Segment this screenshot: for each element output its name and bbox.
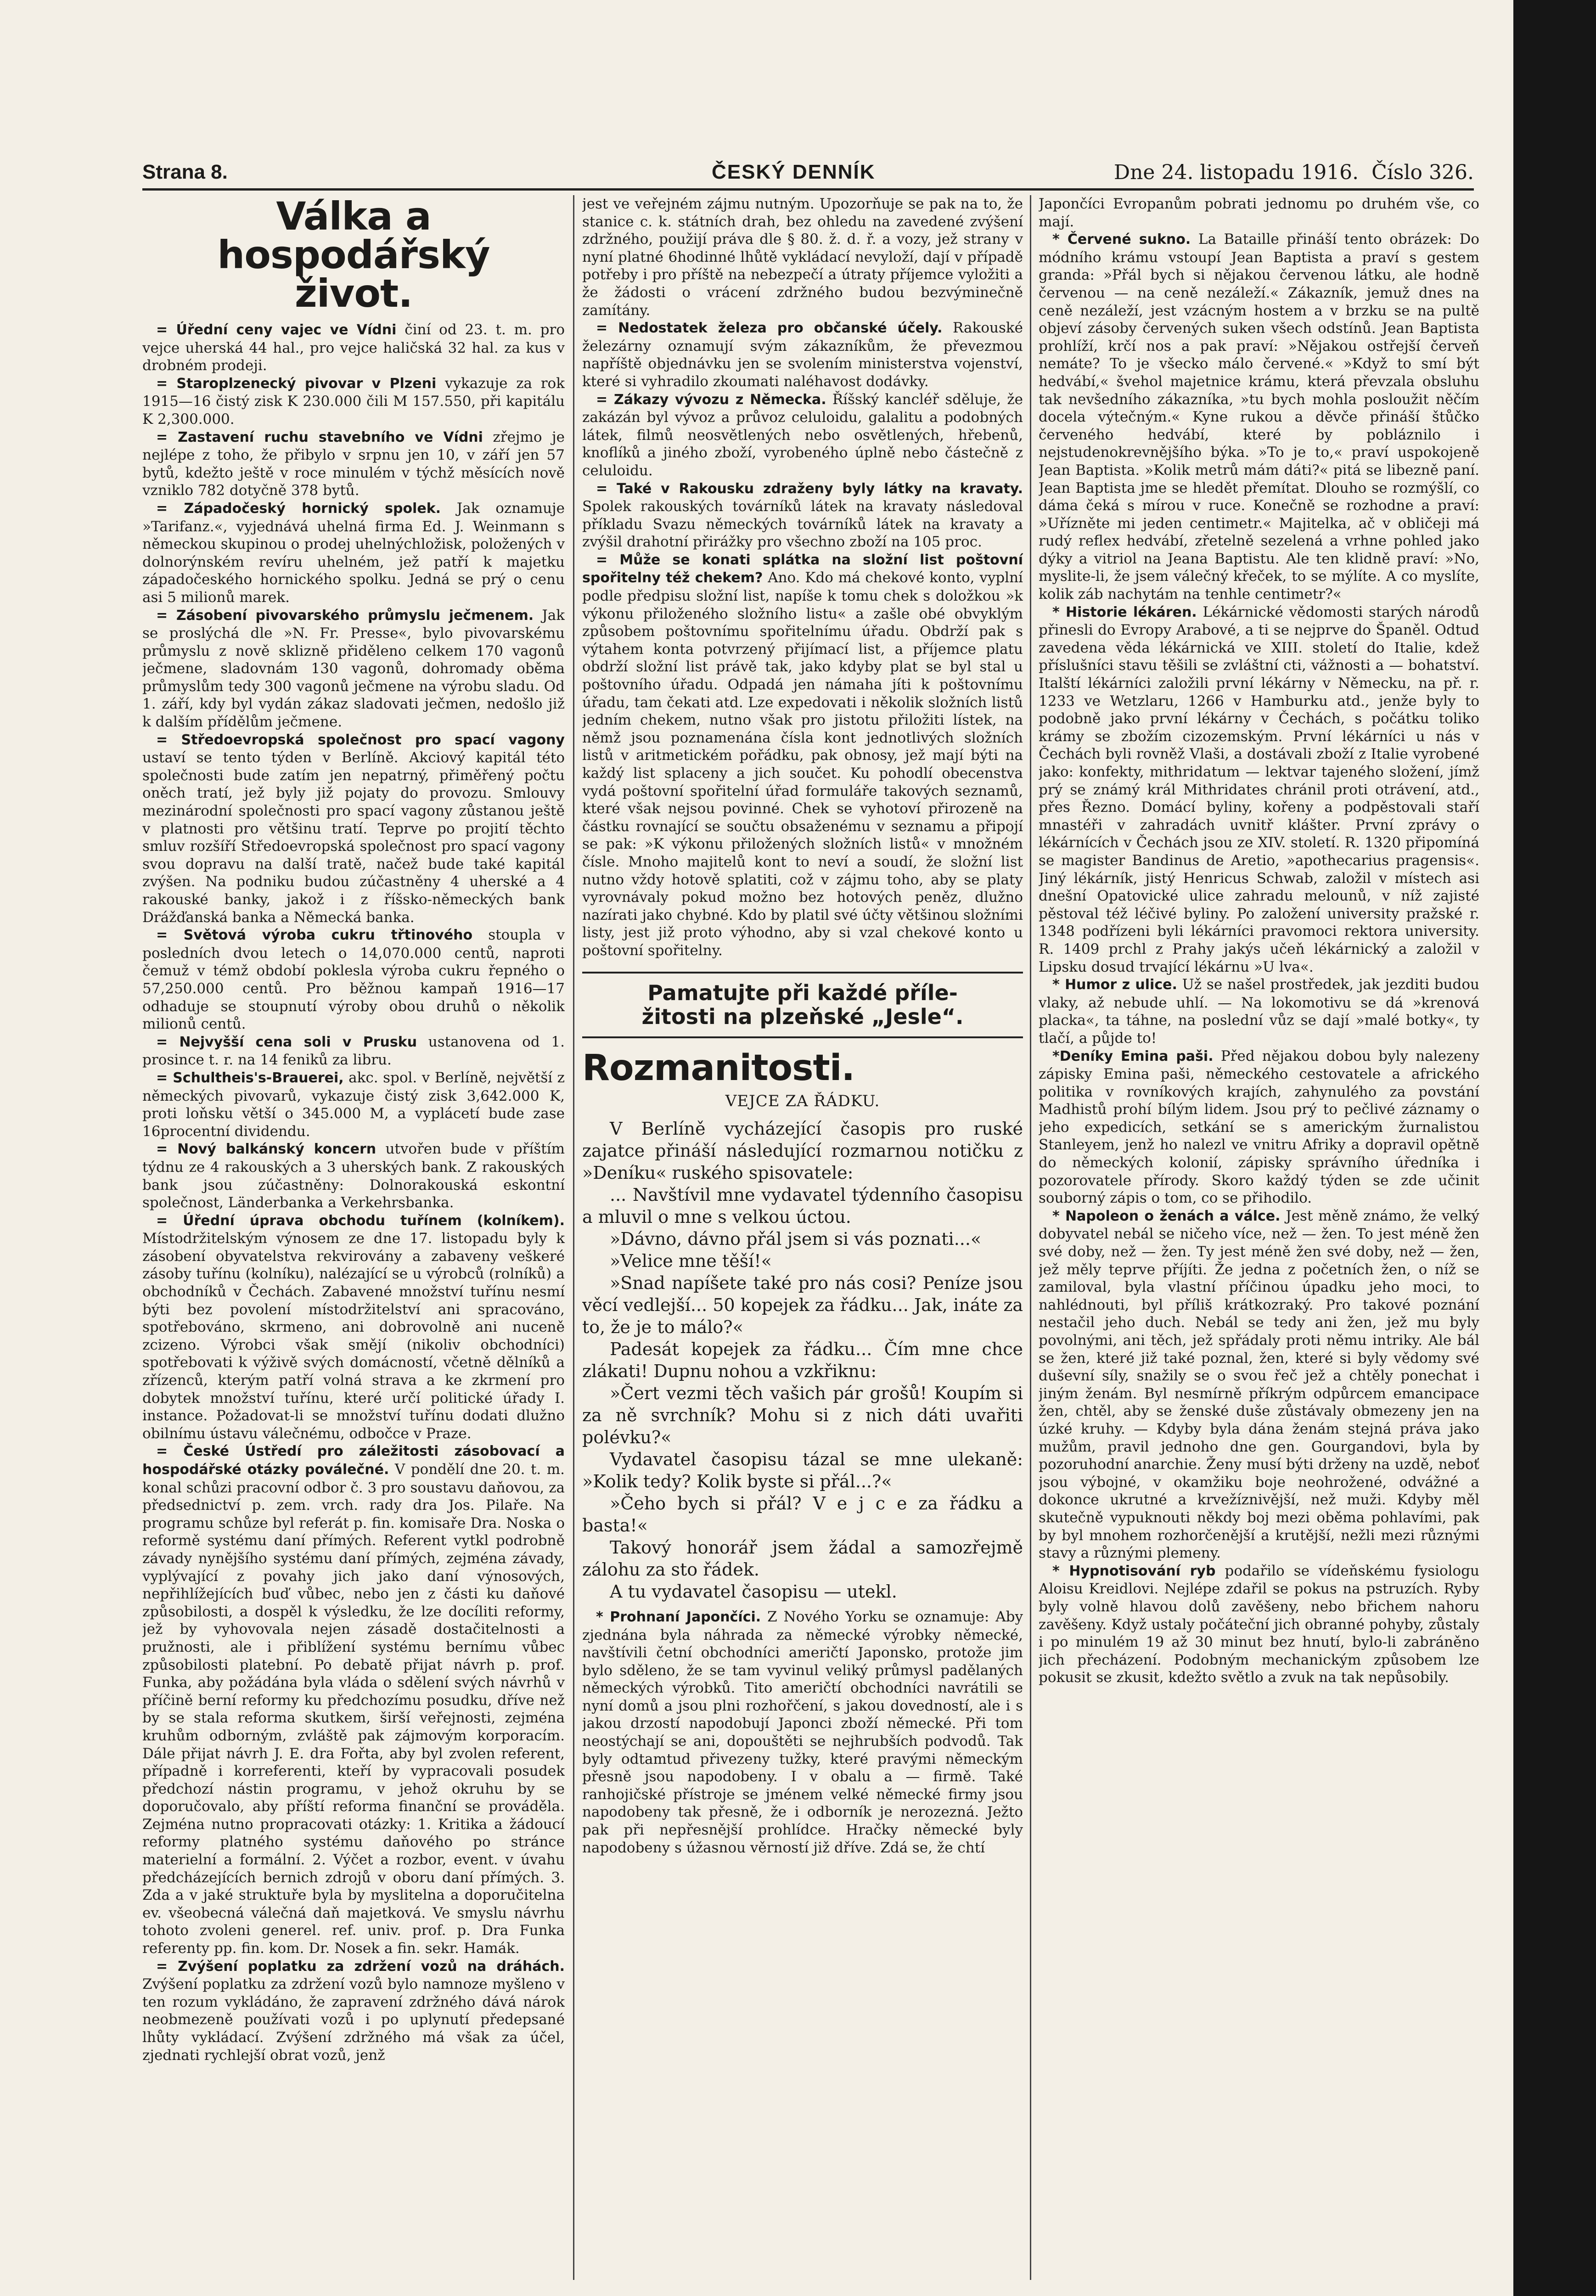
- news-item: [142, 321, 565, 375]
- news-item: [142, 926, 565, 1033]
- news-item: [142, 1033, 565, 1069]
- news-item: [142, 1958, 565, 2065]
- date-issue: [1114, 161, 1474, 184]
- news-item: [142, 1069, 565, 1140]
- item-head: = Staroplzenecký pivovar v Plzeni: [156, 375, 437, 392]
- item-text: ustaví se tento týden v Berlíně. Akciový kapitál této společnosti bude zatím jen nepatrný, přiměřený počtu oněch tratí, jež byly již pojaty do provozu. Smlouvy mezinárodní společnosti pro spací vagony zůstanou ještě v platnosti pro většinu tratí. Teprve po projití těchto smluv rozšíří Středoevropská společnost pro spací vagony svou dopravu na další tratě, načež bude také kapitál zvýšen. Na podniku budou zúčastněny 4 uherské a 4 rakouské banky, jakož i z říšsko-německých bank Drážďanská banka a Německá banka.: [142, 749, 565, 926]
- item-head: * Napoleon o ženách a válce.: [1052, 1208, 1281, 1224]
- item-text: Říšský kancléř sděluje, že zakázán byl vývoz a průvoz celuloidu, galalitu a podobných látek, filmů neosvětlených nebo osvětlených, hřebenů, knoflíků a jiného zboží, vyrobeného úplně nebo částečně z celuloidu.: [582, 391, 1023, 479]
- article-title: [142, 195, 565, 316]
- item-text: Jest měně známo, že velký dobyvatel nebál se ničeho více, než — žen. To jest méně žen své doby, než — žen. Ty jest méně žen své doby, než — žen, jež měly teprve příjíti. Že jedna z početních žen, o níž se zamiloval, byla vlastní příčinou úpadku jeho moci, to nahlédnouti, byl příliš krátkozraký. Pro takové poznání nestačil jeho duch. Nebál se tedy ani žen, jež mu byly povolnými, ani těch, jež spřádaly proti němu intriky. Ale bál se žen, které již také poznal, žen, které si byly vědomy své duševní síly, snažily se o svou řeč jež a chtěly ponechat i jiným ženám. Byl nesmírně příkrým odpůrcem emancipace žen, chtěl, aby se ženské duše zůstávaly obmezeny jen na úzké kruhy. — Kdyby byla dána ženám stejná práva jako mužům, pravil jednoho dne gen. Gourgandovi, byla by pozoruhodní anarchie. Ženy musí býti drženy na uzdě, neboť jsou výbojné, v okamžiku boje neohrožené, odvážné a dokonce ukrutné a krvežíznivější, než muži. Kdyby měl skutečně vypuknouti někdy boj mezi oběma pohlavími, pak by byl mnohem rozhorčenější a krutější, nežli mezi různými stavy a různými plemeny.: [1039, 1207, 1479, 1562]
- item-head: * Červené sukno.: [1052, 231, 1191, 248]
- item-head: *Deníky Emina paši.: [1052, 1048, 1214, 1064]
- news-item: [142, 375, 565, 428]
- item-head: = Středoevropská společnost pro spací vagony: [156, 732, 565, 748]
- item-text: utvořen bude v příštím týdnu ze 4 rakouských a 3 uherských bank. Z rakouských bank jsou zúčastněny: Dolnorakouská eskontní společnost, Länderbanka a Verkehrsbanka.: [142, 1141, 565, 1211]
- news-item: [142, 428, 565, 500]
- page-number: Strana 8.: [142, 161, 228, 183]
- item-head: = Zastavení ruchu stavebního ve Vídni: [156, 429, 483, 445]
- column-rule: [573, 195, 574, 2280]
- story-paragraph: »Velice mne těší!«: [610, 1250, 772, 1271]
- item-text: Místodržitelským výnosem ze dne 17. listopadu byly k zásobení obyvatelstva rekvirovány a zabaveny veškeré zásoby tuřínu (kolníku), nalézající se u výrobců (rolníků) a obchodníků v Čechách. Zabavené množství tuřínu nesmí býti bez povolení místodržitelství ani spracováno, spotřebováno, skrmeno, ani dobrovolně ani nuceně zcizeno. Výrobci však smějí (nikoliv obchodníci) spotřebovati k výživě svých domácností, včetně dělníků a zřízenců, kterým patří volná strava a ke zkrmení pro dobytek množství tuřínu, které určí politické úřady I. instance. Požadovat-li se množství tuřínu dodati dlužno obilnímu ústavu válečnému, odbočce v Praze.: [142, 1230, 565, 1442]
- item-text: Jak oznamuje »Tarifanz.«, vyjednává uhelná firma Ed. J. Weinmann s německou skupinou o prodej uhelnýchložisk, položených v dolnorýnském revíru uhelném, jež patří k majetku západočeského hornického spolku. Jedná se prý o cenu asi 5 milionů marek.: [142, 500, 565, 606]
- item-head: = Může se konati splátka na složní list poštovní spořitelny též chekem?: [582, 551, 1023, 586]
- item-head: = Také v Rakousku zdraženy byly látky na kravaty.: [596, 480, 1023, 497]
- scan-edge: [1513, 0, 1596, 2296]
- issue-number: Číslo 326.: [1371, 161, 1474, 184]
- item-head: = Nový balkánský koncern: [156, 1141, 377, 1158]
- item-head: = Nedostatek železa pro občanské účely.: [596, 320, 943, 337]
- item-head: = Zásobení pivovarského průmyslu ječmenem.: [156, 607, 534, 624]
- item-head: = Úřední ceny vajec ve Vídni: [156, 322, 397, 338]
- story-paragraph: V Berlíně vycházející časopis pro ruské zajatce přináší následující rozmarnou notičku z »Deníku« ruského spisovatele:: [582, 1118, 1023, 1183]
- news-item: [1039, 603, 1479, 976]
- news-item: [142, 731, 565, 927]
- item-head: = Zákazy vývozu z Německa.: [596, 391, 826, 408]
- item-head: = Schultheis's-Brauerei,: [156, 1069, 344, 1086]
- news-item: [142, 607, 565, 731]
- issue-date: Dne 24. listopadu 1916.: [1113, 161, 1359, 184]
- item-head: = Západočeský hornický spolek.: [156, 500, 441, 517]
- item-text: Už se našel prostředek, jak jezditi budou vlaky, až nebude uhlí. — Na lokomotivu se dá »krenová placka«, ta táhne, na poslední vůz se dají »malé botky«, ty tlačí, a půjde to!: [1039, 976, 1479, 1047]
- story-paragraph: A tu vydavatel časopisu — utekl.: [610, 1581, 897, 1602]
- column-2: [582, 195, 1023, 2280]
- masthead: ČESKÝ DENNÍK: [712, 161, 876, 183]
- section-title: Rozmanitosti.: [582, 1047, 855, 1089]
- notice-line: Pamatujte při každé příle-: [647, 980, 958, 1005]
- story-body: [582, 1118, 1023, 1603]
- continued-text: Japončíci Evropanům pobrati jednomu po druhém vše, co mají.: [1039, 196, 1479, 230]
- story-paragraph: »Čert vezmi těch vašich pár grošů! Koupím si za ně svrchník? Mohu si z nich dáti uvařiti polévku?«: [582, 1383, 1023, 1447]
- item-text: Ano. Kdo má chekové konto, vyplní podle předpisu složní list, napíše k tomu chek s doložkou »k výkonu přiloženého složního listu« a zašle obé obvyklým způsobem poštovnímu spořitelnímu úřadu. Obdrží pak s výtahem konta potvrzený přijímací list, a příjemce platu obdrží složní list právě tak, jako kdyby plat se byl stal u poštovního úřadu. Odpadá jen námaha jíti k poštovnímu úřadu, tam čekati atd. Lze expedovati i několik složních listů jedním chekem, nutno však pro jistotu přiložiti lístek, na němž jsou poznamenána čísla kont jednotlivých složních listů v aritmetickém pořádku, pak obnosy, jež mají býti na každý list splaceny a jich součet. Ku pohodlí obecenstva vydá poštovní spořitelní úřad formuláře takových seznamů, které však nejsou povinné. Chek se vyhotoví přirozeně na částku rovnající se součtu obsaženému v seznamu a připojí se pak: »K výkonu přiložených složních listů« v množném čísle. Mnoho majitelů kont to neví a soudí, že složní list nutno vždy hotově splatiti, což v zájmu toho, aby se platy vyrovnávaly pokud možno bez hotových peněz, dlužno nazírati jako chybné. Kdo by platil své účty většinou složními listy, jest již proto výhodno, aby si vzal chekové konto u poštovní spořitelny.: [582, 569, 1023, 959]
- story-paragraph: Takový honorář jsem žádal a samozřejmě zálohu za sto řádek.: [582, 1537, 1023, 1580]
- notice-line: žitosti na plzeňské „Jesle“.: [641, 1004, 964, 1030]
- item-text: podařilo se vídeňskému fysiologu Aloisu Kreidlovi. Nejlépe zdařil se pokus na pstruzích. Ryby byly volně hlavou dolů zavěšeny, nebo břichem nahoru zavěšeny. Když ustaly počáteční jich obranné pohyby, zůstaly i po minulém 19 až 30 minut bez hnutí, bylo-li zabráněno jich přecházení. Podobným mechanickým způsobem lze pokusit se zkusit, kdežto světlo a zvuk na tak nepůsobily.: [1039, 1562, 1479, 1686]
- news-item: [582, 1608, 1023, 1857]
- continued-text: jest ve veřejném zájmu nutným. Upozorňuje se pak na to, že stanice c. k. státních drah, bez ohledu na zavedené zvýšení zdržného, použijí práva dle § 80. ž. d. ř. a vozy, jež strany v nyní platné 6hodinné lhůtě vykládací nevyloží, dají v případě potřeby i pro příště na nebezpečí a útraty příjemce vyložiti a že žádosti o vrácení zdržného budou bezvýminečně zamítány.: [582, 196, 1023, 319]
- item-text: La Bataille přináší tento obrázek: Do módního krámu vstoupí Jean Baptista a praví s gestem granda: »Přál bych si nějakou červenou látku, ale hodně červenou — na ceně nezáleží.« Zákazník, jemuž dnes na ceně nezáleží, jest vzácným hostem a v brzku se na pultě objeví zásoby červených suken všech odstínů. Jean Baptista prohlíží, krčí nos a pak praví: »Nějakou ostřejší červeň nemáte? To je všecko málo červené.« »Když to smí být hedvábí,« švehol majetnice krámu, která převzala obsluhu tak nevšedního zákazníka, »tu bych mohla posloužit něčím docela výtečným.« Kyne rukou a děvče přináší štůčko červeného hedvábí, které by pobláznilo i nejstudenokrevnějšího býka. »To je to,« praví uspokojeně Jean Baptista. »Kolik metrů mám dáti?« pitá se libezně paní. Jean Baptista jme se hledět přemítat. Dlouho se rozmýšlí, co dáma čeká s mírou v ruce. Konečně se rozhodne a praví: »Uřízněte mi jeden centimetr.« Majitelka, ač v obličeji má rudý reflex hedvábí, zřetelně sezelená a vrhne pohled jako dýky a vitriol na Jeana Baptistu. Ale ten klidně praví: »No, myslite-li, že jsem válečný křeček, to se mýlíte. A co myslíte, kolik záb nachytám na tenhle centimetr?«: [1039, 231, 1479, 603]
- item-head: = Světová výroba cukru třtinového: [156, 927, 473, 944]
- story-paragraph: Vydavatel časopisu tázal se mne ulekaně: »Kolik tedy? Kolik byste si přál...?«: [582, 1449, 1023, 1491]
- title-line: Válka a hospodářský: [217, 195, 490, 277]
- news-item: [1039, 1562, 1479, 1687]
- item-text: stoupla v posledních dvou letech o 14,070.000 centů, naproti čemuž v témž období poklesla výroba cukru řepného o 57,250.000 centů. Pro běžnou kampaň 1916—17 odhaduje se stoupnutí výroby obou druhů o několik milionů centů.: [142, 927, 565, 1033]
- story-paragraph: Padesát kopejek za řádku... Čím mne chce zlákati! Dupnu nohou a vzkřiknu:: [582, 1339, 1023, 1381]
- item-head: * Prohnaní Japončíci.: [596, 1609, 761, 1625]
- item-text: ustanovena od 1. prosince t. r. na 14 feniků za libru.: [142, 1033, 565, 1069]
- item-head: = České Ústředí pro záležitosti zásobovací a hospodářské otázky poválečné.: [142, 1443, 565, 1478]
- page-header: [142, 161, 1474, 191]
- story-paragraph: »Dávno, dávno přál jsem si vás poznati...«: [610, 1228, 982, 1249]
- item-text: zřejmo je nejlépe z toho, že přibylo v srpnu jen 10, v září jen 57 bytů, kdežto ještě v roce minulém v týchž měsících nově vzniklo 782 dotyčně 378 bytů.: [142, 428, 565, 499]
- story-title: VEJCE ZA ŘÁDKU.: [725, 1092, 880, 1111]
- story-paragraph: »Snad napíšete také pro nás cosi? Peníze jsou věcí vedlejší... 50 kopejek za řádku... Jak, ináte za to, že je to málo?«: [582, 1272, 1023, 1337]
- item-text: akc. spol. v Berlíně, největší z německých pivovarů, vykazuje čistý zisk 3,642.000 K, proti loňsku větší o 345.000 M, a vyplácetí bude zase 16procentní dividendu.: [142, 1069, 565, 1140]
- item-text: činí od 23. t. m. pro vejce uherská 44 hal., pro vejce haličská 32 hal. za kus v drobném prodeji.: [142, 321, 565, 374]
- item-text: Lékárnické vědomosti starých národů přinesli do Evropy Arabové, a ti se nejprve do Španěl. Odtud zavedena věda lékárnická ve XIII. století do Italie, kdež příslušníci stavu těšili se zvláštní cti, vážnosti a — bohatství. Italští lékárníci založili první lékárny v Německu, na př. r. 1233 ve Wetzlaru, 1266 v Hamburku atd., jenže byly to podobně jako první lékárny v Čechách, s počátku toliko krámy se zbožím cizozemským. První lékárníci u nás v Čechách byli rovněž Vlaši, a dostávali zboží z Italie vyrobené jako: konfekty, mithridatum — lektvar tajeného složení, jímž prý se známý král Mithridates chránil proti otrávení, atd., přes Řezno. Domácí byliny, kořeny a podpěstovali staří mnastéři v zahradách uvnitř klášter. První zprávy o lékárnících v Čechách jsou ze XIV. století. R. 1320 připomíná se magister Bandinus de Aretio, »apothecarius pragensis«. Jiný lékárník, jistý Henricus Schwab, založil v místech asi dnešní Opatovické ulice zahradu melounů, v níž zajisté pěstoval též léčivé byliny. Po založení university pražské r. 1348 podřízeni byli lékárníci pravomoci rektora university. R. 1409 prchl z Prahy jakýs učeň lékárnický a založil v Lipsku dosud trvající lékárnu »U lva«.: [1039, 603, 1479, 975]
- item-head: = Zvýšení poplatku za zdržení vozů na dráhách.: [156, 1958, 565, 1975]
- item-text: Jak se proslýchá dle »N. Fr. Presse«, bylo pivovarskému průmyslu z nově sklizně přiděleno celkem 170 vagonů ječmene, sladovnám 130 vagonů, dohromady oběma průmyslům tedy 300 vagonů ječmene na výrobu sladu. Od 1. září, kdy byl vydán zákaz sladovati ječmen, nedošlo již k dalším přídělům ječmene.: [142, 607, 565, 731]
- news-item: [142, 1212, 565, 1443]
- news-item: [142, 500, 565, 607]
- story-paragraph: ... Navštívil mne vydavatel týdenního časopisu a mluvil o mne s velkou úctou.: [582, 1184, 1023, 1227]
- item-text: V pondělí dne 20. t. m. konal schůzi pracovní odbor č. 3 pro soustavu daňovou, za předsednictví p. zem. vrch. rady dra Jos. Pilaře. Na programu schůze byl referát p. fin. komisaře Dra. Noska o reformě systému daní přímých. Referent vytkl podrobně závady nynějšího systému daní přímých, zejména závady, vyplývající z povahy jich jako daní výnosových, nepřihlížejících buď vůbec, nebo jen z části ku daňové způsobilosti, a dospěl k výsledku, že lze docíliti reformy, jež by vyhovovala nejen zásadě dostačitelnosti a pružnosti, ale i přiblížení systému bernímu vůbec způsobilosti platební. Po debatě přijat návrh p. prof. Funka, aby požádána byla vláda o sdělení svých návrhů v příčině berní reformy ku předchozímu posudku, dříve než by se stala reforma skutkem, širší veřejnosti, zejména kruhům odborným, zvláště pak zájmovým korporacím. Dále přijat návrh J. E. dra Fořta, aby byl zvolen referent, případně i korreferenti, kteří by vypracovali posudek předchozí nástin programu, v jehož okruhu by se doporučovalo, aby příští reforma finanční se prováděla. Zejména nutno propracovati otázky: 1. Kritika a žádoucí reformy platného systému daňového po stránce materielní a formální. 2. Výčet a rozbor, event. v úvahu předcházejících bernich zdrojů v oboru daní přímých. 3. Zda a v jaké struktuře byla by myslitelna a doporučitelna ev. všeobecná válečná daň majetková. Ve smyslu návrhu tohoto zvoleni generel. ref. univ. prof. p. Dra Funka referenty pp. fin. kom. Dr. Nosek a fin. sekr. Hamák.: [142, 1461, 565, 1957]
- item-head: * Hypnotisování ryb: [1052, 1563, 1216, 1579]
- item-text: vykazuje za rok 1915—16 čistý zisk K 230.000 čili M 157.550, při kapitálu K 2,300.000.: [142, 375, 565, 428]
- news-item: [582, 551, 1023, 960]
- item-head: = Nejvyšší cena soli v Prusku: [156, 1034, 417, 1050]
- item-head: * Humor z ulice.: [1052, 977, 1177, 993]
- news-item: [142, 1140, 565, 1211]
- news-item: [1039, 1047, 1479, 1207]
- news-item: [1039, 976, 1479, 1047]
- column-rule: [1030, 195, 1031, 2280]
- item-text: Z Nového Yorku se oznamuje: Aby zjednána byla náhrada za německé výrobky německé, navštívili četní obchodníci američtí Japonsko, protože jim bylo sděleno, že se tam vyvinul veliký průmysl padělaných německých výrobků. Tito američtí obchodníci navrátili se nyní domů a jsou plni rozhořčení, s jakou dovedností, ale i s jakou drzostí napodobují Japonci zboží německé. Při tom neostýchají se ani, dopouštěti se nejhrubších podvodů. Tak byly odtamtud přivezeny tužky, které pravými německým přesně jsou napodobeny. I v obalu a — firmě. Také ranhojičské přístroje se jménem velké německé firmy jsou napodobeny tak přesně, že i odborník je nerozezná. Ježto pak při nepřesnější prohlídce. Hračky německé byly napodobeny s úžasnou věrností již dříve. Zdá se, že chtí: [582, 1608, 1023, 1856]
- title-line: život.: [294, 271, 413, 316]
- jesle-notice: [582, 972, 1023, 1039]
- item-head: = Úřední úprava obchodu tuřínem (kolníkem).: [156, 1212, 565, 1229]
- news-item: [582, 391, 1023, 480]
- news-item: [582, 480, 1023, 551]
- story-paragraph: »Čeho bych si přál? V e j c e za řádku a basta!«: [582, 1493, 1023, 1536]
- column-1: [142, 195, 565, 2280]
- item-head: * Historie lékáren.: [1052, 604, 1197, 620]
- news-item: [1039, 231, 1479, 603]
- column-3: [1039, 195, 1479, 2280]
- item-text: Spolek rakouských továrníků látek na kravaty následoval příkladu Svazu německých továrníků látek na kravaty a zvýšil drahotní přirážky pro všechno zboží na 105 proc.: [582, 498, 1023, 551]
- news-item: [1039, 1207, 1479, 1562]
- item-text: Před nějakou dobou byly nalezeny zápisky Emina paši, německého cestovatele a afrického politika v rovníkových krajích, zahynulého za povstání Madhistů prohí bílým lidem. Jsou prý to pečlivé záznamy o jeho expedicích, setkání se s americkým žurnalistou Stanleyem, jenž ho nalezl ve vnitru Afriky a dopravil opětně do německých kolonií, zápisky správního úředníka i pozorovatele přírody. Skoro každý týden se zde učinit souborný zápis o tom, co se přihodilo.: [1039, 1047, 1479, 1207]
- news-item: [582, 319, 1023, 390]
- item-text: Rakouské železárny oznamují svým zákazníkům, že převezmou napříště objednávku jen se svolením ministerstva vojenství, které si vyhradilo zkoumati naléhavost dodávky.: [582, 320, 1023, 390]
- item-text: Zvýšení poplatku za zdržení vozů bylo namnoze myšleno v ten rozum vykládáno, že zapravení zdržného dává nárok neobmezeně používati vozů i po uplynutí předepsané lhůty vykládací. Zvýšení zdržného má však za účel, zjednati rychlejší obrat vozů, jenž: [142, 1976, 565, 2064]
- news-item: [142, 1442, 565, 1957]
